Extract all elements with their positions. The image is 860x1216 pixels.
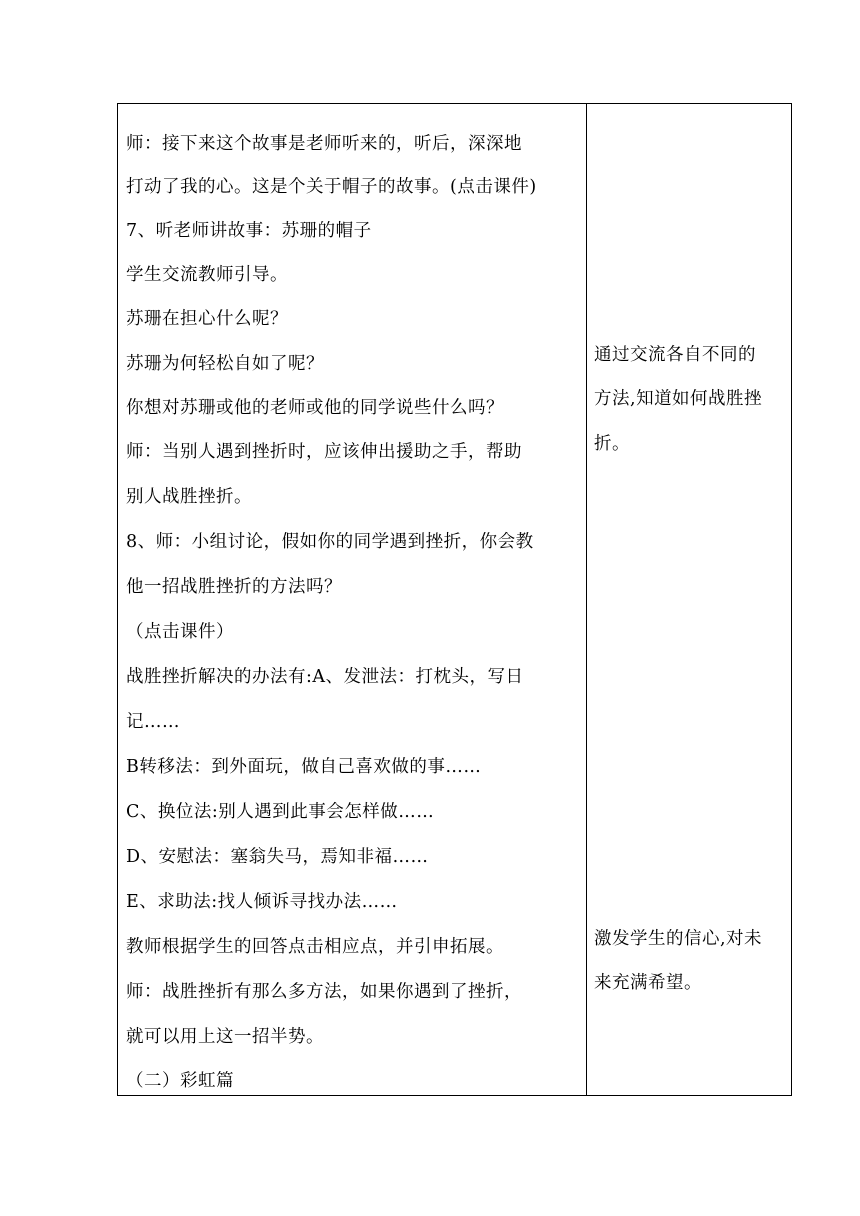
text-line: E、求助法:找人倾诉寻找办法…… — [126, 892, 398, 912]
note-line: 通过交流各自不同的 — [594, 345, 756, 365]
text-line: （点击课件） — [126, 622, 234, 642]
text-line: 师：接下来这个故事是老师听来的，听后，深深地 — [126, 134, 522, 154]
text-line: （二）彩虹篇 — [126, 1071, 234, 1091]
text-line: 8、师：小组讨论，假如你的同学遇到挫折，你会教 — [126, 532, 534, 552]
text-line: C、换位法:别人遇到此事会怎样做…… — [126, 802, 435, 822]
note-line: 折。 — [594, 434, 630, 454]
text-line: 打动了我的心。这是个关于帽子的故事。(点击课件) — [126, 177, 537, 197]
text-line: 战胜挫折解决的办法有:A、发泄法：打枕头，写日 — [126, 667, 524, 687]
text-line: 教师根据学生的回答点击相应点，并引申拓展。 — [126, 937, 504, 957]
note-line: 激发学生的信心,对未 — [594, 929, 763, 949]
text-line: D、安慰法：塞翁失马，焉知非福…… — [126, 847, 429, 867]
text-line: 你想对苏珊或他的老师或他的同学说些什么吗？ — [126, 398, 504, 418]
text-line: 师：战胜挫折有那么多方法，如果你遇到了挫折， — [126, 982, 522, 1002]
note-line: 方法,知道如何战胜挫 — [594, 389, 763, 409]
text-line: 苏珊在担心什么呢？ — [126, 309, 288, 329]
text-line: B转移法：到外面玩，做自己喜欢做的事…… — [126, 757, 482, 777]
column-divider — [586, 104, 587, 1095]
text-line: 别人战胜挫折。 — [126, 487, 252, 507]
text-line: 他一招战胜挫折的方法吗？ — [126, 577, 342, 597]
note-line: 来充满希望。 — [594, 973, 702, 993]
text-line: 师：当别人遇到挫折时，应该伸出援助之手，帮助 — [126, 442, 522, 462]
text-line: 苏珊为何轻松自如了呢？ — [126, 354, 324, 374]
text-line: 记…… — [126, 712, 180, 732]
lesson-table — [117, 103, 792, 1096]
text-line: 学生交流教师引导。 — [126, 265, 288, 285]
text-line: 7、听老师讲故事：苏珊的帽子 — [126, 221, 372, 241]
text-line: 就可以用上这一招半势。 — [126, 1027, 324, 1047]
